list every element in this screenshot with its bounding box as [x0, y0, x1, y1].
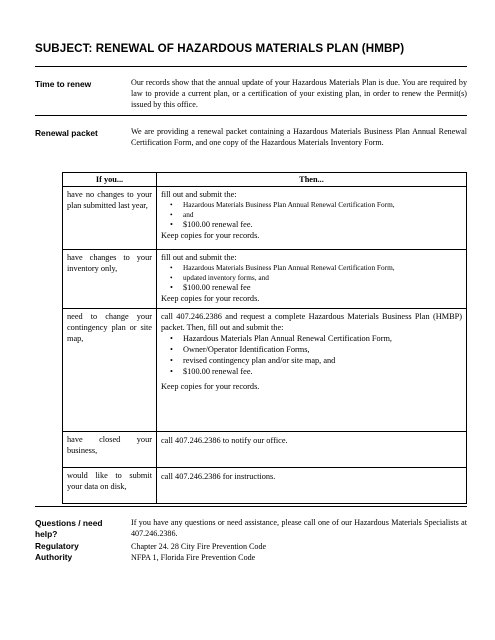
header-if: If you... — [63, 173, 157, 187]
header-then: Then... — [157, 173, 467, 187]
renewal-packet-label: Renewal packet — [35, 128, 98, 138]
table-row — [63, 432, 467, 468]
condition-cell: have closed your business, — [63, 432, 157, 468]
action-cell: call 407.246.2386 for instructions. — [157, 468, 467, 504]
condition-cell: have no changes to your plan submitted last year, — [63, 187, 157, 250]
list-item: • $100.00 renewal fee. — [161, 219, 462, 230]
renewal-decision-table — [62, 172, 467, 504]
list-item: • Hazardous Materials Business Plan Annual Renewal Certification Form, — [161, 200, 462, 210]
action-intro: call 407.246.2386 and request a complete Hazardous Materials Business Plan (HMBP) packet. Then, fill out and submit the: — [161, 312, 462, 332]
questions-text: If you have any questions or need assistance, please call one of our Hazardous Materials Specialists at 407.246.2386. — [131, 518, 467, 538]
action-cell — [157, 187, 467, 250]
section-divider — [35, 115, 467, 116]
authority-line: NFPA 1, Florida Fire Prevention Code — [131, 553, 256, 562]
list-item: • and — [161, 210, 462, 220]
list-item: • revised contingency plan and/or site map, and — [161, 355, 462, 366]
condition-cell: would like to submit your data on disk, — [63, 468, 157, 504]
action-cell — [157, 250, 467, 309]
title-divider — [35, 66, 467, 67]
table-row — [63, 250, 467, 309]
table-row — [63, 187, 467, 250]
action-cell: call 407.246.2386 to notify our office. — [157, 432, 467, 468]
questions-label: Questions / need help? — [35, 518, 103, 539]
list-item: • Hazardous Materials Plan Annual Renewal Certification Form, — [161, 333, 462, 344]
renewal-packet-text: We are providing a renewal packet containing a Hazardous Materials Business Plan Annual Renewal Certification Form, and one copy of the Hazardous Materials Inventory Form. — [131, 127, 467, 147]
action-list — [161, 333, 462, 377]
list-item: • $100.00 renewal fee — [161, 282, 462, 293]
action-cell — [157, 309, 467, 432]
authority-label: Regulatory Authority — [35, 541, 79, 562]
time-to-renew-text: Our records show that the annual update of your Hazardous Materials Plan is due. You are required by law to provide a current plan, or a certification of your existing plan, in order to renew the Permit(s) issued by this office. — [131, 78, 467, 109]
list-item: • Owner/Operator Identification Forms, — [161, 344, 462, 355]
page-title: SUBJECT: RENEWAL OF HAZARDOUS MATERIALS PLAN (HMBP) — [35, 42, 405, 55]
authority-text — [131, 541, 467, 563]
list-item: • $100.00 renewal fee. — [161, 366, 462, 377]
action-footer: Keep copies for your records. — [161, 294, 260, 304]
action-list — [161, 200, 462, 230]
table-header-row — [63, 173, 467, 187]
list-item: • Hazardous Materials Business Plan Annual Renewal Certification Form, — [161, 263, 462, 273]
action-footer: Keep copies for your records. — [161, 382, 260, 391]
section-divider — [35, 506, 467, 507]
action-footer: Keep copies for your records. — [161, 231, 260, 241]
table-row — [63, 468, 467, 504]
action-intro: fill out and submit the: — [161, 253, 237, 262]
list-item: • updated inventory forms, and — [161, 273, 462, 283]
authority-line: Chapter 24. 28 City Fire Prevention Code — [131, 542, 267, 551]
condition-cell: need to change your contingency plan or site map, — [63, 309, 157, 432]
condition-cell: have changes to your inventory only, — [63, 250, 157, 309]
action-list — [161, 263, 462, 293]
action-intro: fill out and submit the: — [161, 190, 237, 199]
table-row — [63, 309, 467, 432]
time-to-renew-label: Time to renew — [35, 79, 92, 89]
